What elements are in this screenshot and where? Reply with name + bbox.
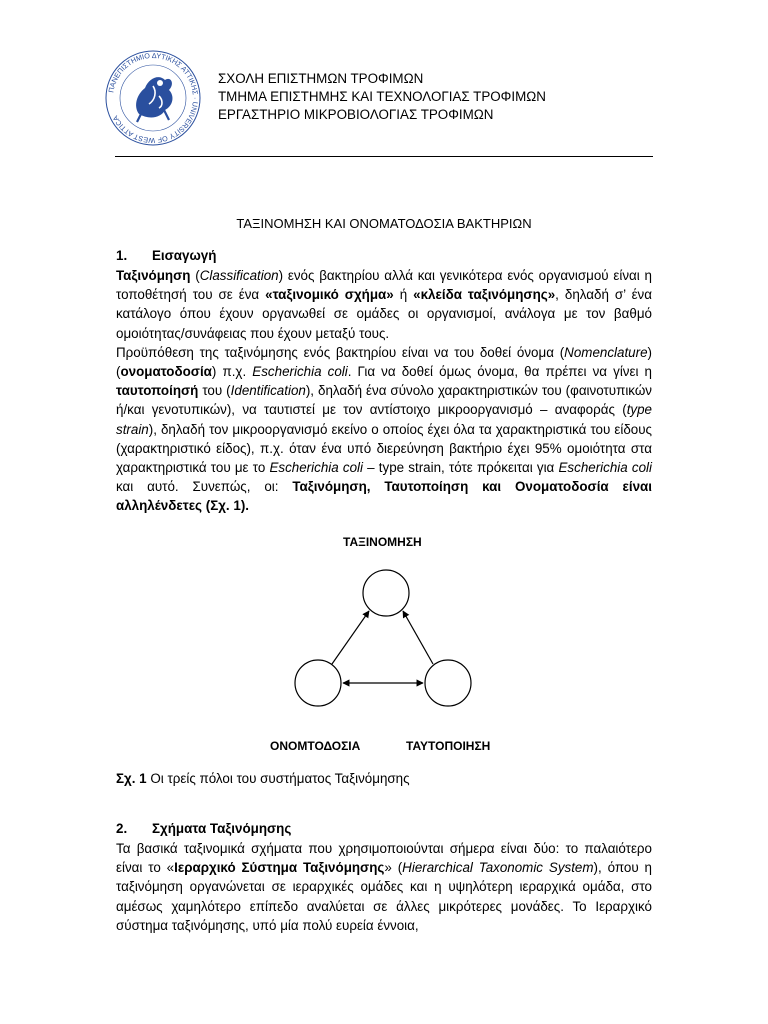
figure-number: Σχ. 1 (116, 771, 147, 786)
section-title: Εισαγωγή (152, 248, 217, 263)
arrow-identification-to-classification (403, 611, 433, 664)
school-name: ΣΧΟΛΗ ΕΠΙΣΤΗΜΩΝ ΤΡΟΦΙΜΩΝ (218, 71, 424, 86)
diagram-label-identification: ΤΑΥΤΟΠΟΙΗΣΗ (406, 739, 491, 753)
institution-header (218, 70, 546, 124)
laboratory-name: ΕΡΓΑΣΤΗΡΙΟ ΜΙΚΡΟΒΙΟΛΟΓΙΑΣ ΤΡΟΦΙΜΩΝ (218, 107, 494, 122)
schemes-paragraph: Τα βασικά ταξινομικά σχήματα που χρησιμοποιούνται σήμερα είναι δύο: το παλαιότερο είναι το «Ιεραρχικό Σύστημα Ταξινόμησης» (Hierarchical Taxonomic System), όπου η ταξινόμηση οργανώνεται σε ιεραρχικές ομάδες και η υψηλότερη ιεραρχικά ομάδα, στο αμέσως χαμηλότερο επίπεδο αναλύεται σε άλλες μικρότερες μονάδες. Το Ιεραρχικό σύστημα ταξινόμησης, υπό μία πολύ ευρεία έννοια, (116, 841, 652, 933)
document-title: ΤΑΞΙΝΟΜΗΣΗ ΚΑΙ ΟΝΟΜΑΤΟΔΟΣΙΑ ΒΑΚΤΗΡΙΩΝ (236, 216, 532, 231)
figure-caption-text: Οι τρείς πόλοι του συστήματος Ταξινόμησης (146, 771, 410, 786)
header-divider (115, 156, 653, 157)
nomenclature-node (295, 660, 341, 706)
section-heading-intro (116, 248, 216, 263)
department-name: ΤΜΗΜΑ ΕΠΙΣΤΗΜΗΣ ΚΑΙ ΤΕΧΝΟΛΟΓΙΑΣ ΤΡΟΦΙΜΩΝ (218, 89, 546, 104)
figure-caption (116, 771, 410, 786)
intro-paragraph: Ταξινόμηση (Classification) ενός βακτηρίου αλλά και γενικότερα ενός οργανισμού είναι η τοποθέτησή του σε ένα «ταξινομικό σχήμα» ή «κλείδα ταξινόμησης», δηλαδή σ’ ένα κατάλογο όπου έχουν οργανωθεί σε ομάδες οι οργανισμοί, ανάλογα με τον βαθμό ομοιότητας/συνάφειας που έχουν μεταξύ τους. Προϋπόθεση της ταξινόμησης ενός βακτηρίου είναι να του δοθεί όνομα (Nomenclature) (ονοματοδοσία) π.χ. Escherichia coli. Για να δοθεί όμως όνομα, θα πρέπει να γίνει η ταυτοποίησή του (Identification), δηλαδή ένα σύνολο χαρακτηριστικών του (φαινοτυπικών ή/και γενοτυπικών), να ταυτιστεί με τον αντίστοιχο μικροοργανισμό – αναφοράς (type strain), δηλαδή τον μικροοργανισμό εκείνο ο οποίος έχει όλα τα χαρακτηριστικά του είδους (χαρακτηριστικό είδος), π.χ. όταν ένα υπό διερεύνηση βακτήριο έχει 95% ομοιότητα στα χαρακτηριστικά του με το Escherichia coli – type strain, τότε πρόκειται για Escherichia coli και αυτό. Συνεπώς, οι: Ταξινόμηση, Ταυτοποίηση και Ονοματοδοσία είναι αλληλένδετες (Σχ. 1). (116, 268, 652, 514)
section-number: 2. (116, 821, 128, 836)
arrow-nomenclature-to-classification (332, 611, 369, 664)
section-number: 1. (116, 248, 128, 263)
diagram-label-classification: ΤΑΞΙΝΟΜΗΣΗ (343, 535, 422, 549)
section-heading-schemes (116, 821, 291, 836)
classification-triangle-diagram (280, 530, 480, 710)
svg-text:ΠΑΝΕΠΙΣΤΗΜΙΟ ΔΥΤΙΚΗΣ ΑΤΤΙΚΗΣ ·: ΠΑΝΕΠΙΣΤΗΜΙΟ ΔΥΤΙΚΗΣ ΑΤΤΙΚΗΣ · UNIVERSITY OF WEST ATTICA (106, 50, 201, 146)
identification-node (425, 660, 471, 706)
university-logo (103, 48, 203, 148)
classification-node (363, 570, 409, 616)
section-title: Σχήματα Ταξινόμησης (152, 821, 292, 836)
diagram-label-nomenclature: ΟΝΟΜΤΟΔΟΣΙΑ (270, 739, 361, 753)
